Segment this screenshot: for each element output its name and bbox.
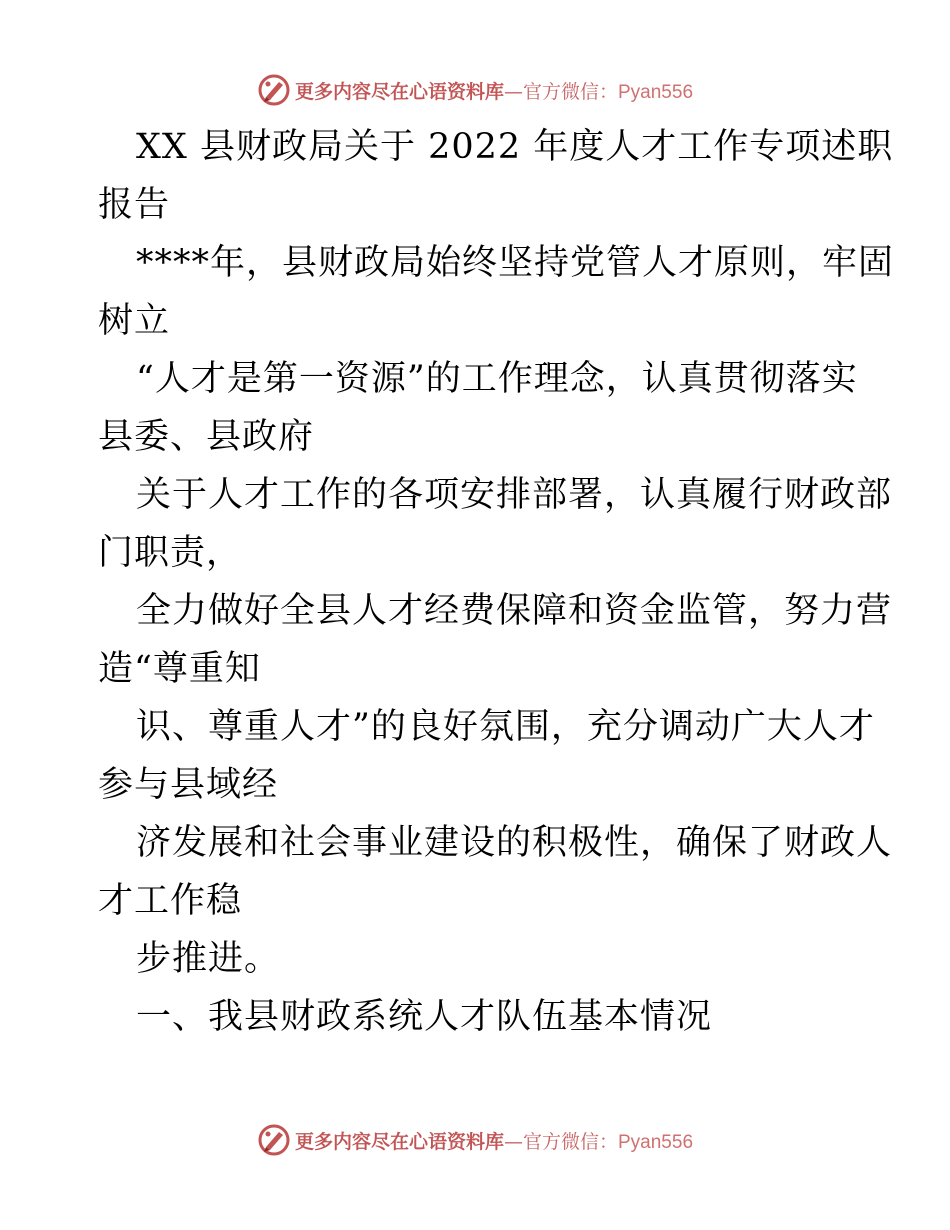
paragraph-line: 济发展和社会事业建设的积极性，确保了财政人 — [136, 823, 893, 863]
paragraph-line: ****年，县财政局始终坚持党管人才原则，牢固 — [136, 243, 895, 283]
paragraph-line: 识、尊重人才”的良好氛围，充分调动广大人才 — [136, 707, 875, 747]
paragraph-line: 树立 — [98, 301, 171, 341]
paragraph-line: 门职责， — [98, 533, 243, 573]
banner-wechat-id: Pyan556 — [618, 81, 694, 103]
banner-wechat-id: Pyan556 — [618, 1131, 694, 1153]
paragraph-line: 县委、县政府 — [98, 417, 315, 457]
banner-text — [295, 77, 693, 104]
banner-wechat-label: —官方微信： — [503, 1130, 618, 1153]
pen-seal-icon — [257, 73, 291, 107]
paragraph-line: 步推进。 — [136, 939, 281, 979]
paragraph-line: 关于人才工作的各项安排部署，认真履行财政部 — [136, 475, 893, 515]
footer-banner — [0, 1120, 950, 1160]
paragraph-line: “人才是第一资源”的工作理念，认真贯彻落实 — [136, 359, 858, 399]
header-banner — [0, 70, 950, 110]
banner-site-name: 更多内容尽在心语资料库 — [294, 1130, 504, 1153]
paragraph-line: 全力做好全县人才经费保障和资金监管，努力营 — [136, 591, 893, 631]
title-line-1: XX 县财政局关于 2022 年度人才工作专项述职 — [136, 127, 894, 167]
paragraph-line: 才工作稳 — [98, 881, 243, 921]
banner-text — [295, 1127, 693, 1154]
pen-seal-icon — [257, 1123, 291, 1157]
banner-wechat-label: —官方微信： — [503, 80, 618, 103]
section-heading: 一、我县财政系统人才队伍基本情况 — [136, 997, 713, 1037]
paragraph-line: 参与县域经 — [98, 765, 279, 805]
paragraph-line: 造“尊重知 — [98, 649, 261, 689]
banner-site-name: 更多内容尽在心语资料库 — [294, 80, 504, 103]
title-line-2: 报告 — [98, 185, 171, 225]
document-body — [98, 118, 895, 1046]
